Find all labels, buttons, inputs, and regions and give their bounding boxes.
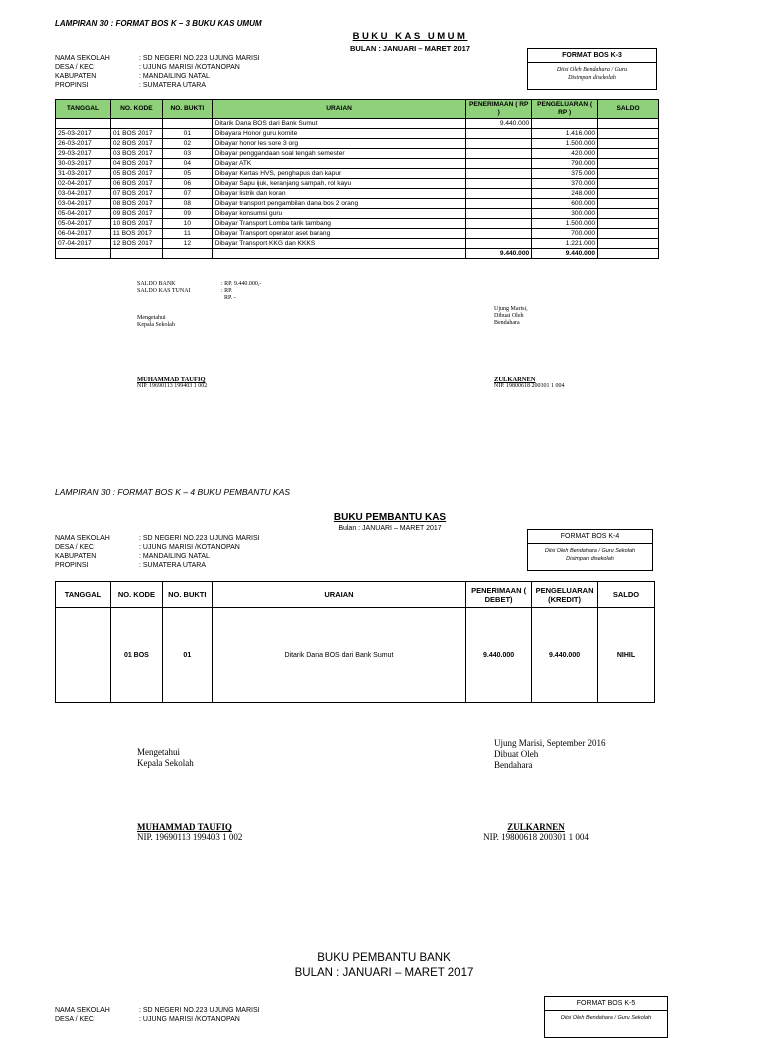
table-cell: 03-04-2017 <box>56 189 111 199</box>
table-cell: 1.500.000 <box>532 219 598 229</box>
table-cell: 30-03-2017 <box>56 159 111 169</box>
table-cell: 09 BOS 2017 <box>110 209 162 219</box>
table-cell <box>466 139 532 149</box>
table-cell: 04 BOS 2017 <box>110 159 162 169</box>
table-header <box>56 100 659 119</box>
table-cell: 12 <box>162 239 212 249</box>
col-saldo: SALDO <box>598 582 655 608</box>
table-cell: 01 BOS 2017 <box>110 129 162 139</box>
table-row <box>56 199 659 209</box>
table-cell: Dibayar Transport operator aset barang <box>212 229 465 239</box>
table-cell <box>598 119 659 129</box>
format-box-k3 <box>527 48 657 90</box>
col-penerimaan: PENERIMAAN ( RP ) <box>466 100 532 119</box>
table-cell <box>598 189 659 199</box>
saldo-block <box>137 281 261 302</box>
table-row <box>56 119 659 129</box>
table-cell: 420.000 <box>532 149 598 159</box>
period-subtitle-k4: Bulan : JANUARI – MARET 2017 <box>338 525 442 532</box>
bendahara-name: ZULKARNEN <box>507 822 565 832</box>
table-cell: Dibayar listrik dan koran <box>212 189 465 199</box>
kepala-signature-k4 <box>137 822 242 842</box>
total-pengeluaran: 9.440.000 <box>532 249 598 259</box>
table-row: 01 BOS 01 Ditarik Dana BOS dari Bank Sumut 9.440.000 9.440.000 NIHIL <box>56 608 655 703</box>
school-info-k5 <box>55 1006 260 1024</box>
table-cell: 06-04-2017 <box>56 229 111 239</box>
table-cell: 1.416.000 <box>532 129 598 139</box>
table-cell: 07 <box>162 189 212 199</box>
kepala-signature-label-k4: Mengetahui Kepala Sekolah <box>137 747 194 768</box>
table-cell: 1.221.000 <box>532 239 598 249</box>
page-title-buku-kas-umum: BUKU KAS UMUM <box>352 31 468 42</box>
table-cell <box>466 239 532 249</box>
table-row <box>56 239 659 249</box>
table-cell: 09 <box>162 209 212 219</box>
format-box-body: Diisi Oleh Bendahara / Guru Sekolah Disimpan disekolah <box>544 548 636 562</box>
col-uraian: URAIAN <box>212 582 465 608</box>
table-cell <box>598 159 659 169</box>
table-cell: Dibayara Honor guru komite <box>212 129 465 139</box>
col-no-kode: NO. KODE <box>110 100 162 119</box>
table-cell <box>466 229 532 239</box>
table-cell <box>598 229 659 239</box>
table-cell <box>598 199 659 209</box>
table-header <box>56 582 655 608</box>
table-cell: 01 <box>162 129 212 139</box>
table-cell <box>466 209 532 219</box>
table-cell: 04 <box>162 159 212 169</box>
table-cell: Dibayar Transport Lomba tarik tambang <box>212 219 465 229</box>
table-cell: Dibayar honor les sore 3 org <box>212 139 465 149</box>
format-box-head: FORMAT BOS K-5 <box>545 997 667 1011</box>
table-cell <box>162 119 212 129</box>
kepala-nip: NIP. 19690113 199403 1 002 <box>137 383 208 389</box>
table-cell <box>598 209 659 219</box>
table-row <box>56 149 659 159</box>
bendahara-signature-k4 <box>466 822 606 842</box>
table-row <box>56 209 659 219</box>
kepala-signature <box>137 376 207 390</box>
bendahara-nip: NIP. 19800618 200301 1 004 <box>494 383 565 389</box>
info-row: DESA / KEC : UJUNG MARISI /KOTANOPAN <box>55 1016 240 1023</box>
table-cell: 08 <box>162 199 212 209</box>
table-cell: 07-04-2017 <box>56 239 111 249</box>
table-cell <box>598 129 659 139</box>
table-cell: Dibayar Sapu ijuk, keranjang sampah, rol kayu <box>212 179 465 189</box>
table-row <box>56 189 659 199</box>
table-cell <box>598 169 659 179</box>
period-subtitle: BULAN : JANUARI – MARET 2017 <box>349 44 471 53</box>
bendahara-signature-label: Ujung Marisi, Dibuat Oleh Bendahara <box>494 306 528 326</box>
kepala-nip: NIP. 19690113 199403 1 002 <box>137 832 243 842</box>
table-cell: 26-03-2017 <box>56 139 111 149</box>
table-cell <box>466 149 532 159</box>
format-box-body: Diisi Oleh Bendahara / Guru Disimpan disekolah <box>556 67 628 81</box>
bendahara-signature-label-k4: Ujung Marisi, September 2016 Dibuat Oleh Bendahara <box>494 738 606 770</box>
info-row: PROPINSI : SUMATERA UTARA <box>55 82 207 89</box>
table-cell <box>466 129 532 139</box>
saldo-extra: RP. - <box>224 295 236 301</box>
table-cell: 25-03-2017 <box>56 129 111 139</box>
bendahara-signature <box>494 376 565 390</box>
table-cell <box>598 239 659 249</box>
table-cell: 05 BOS 2017 <box>110 169 162 179</box>
table-cell: 10 BOS 2017 <box>110 219 162 229</box>
table-row <box>56 159 659 169</box>
table-cell: 03 <box>162 149 212 159</box>
table-cell: 29-03-2017 <box>56 149 111 159</box>
table-cell: 12 BOS 2017 <box>110 239 162 249</box>
table-cell: 06 <box>162 179 212 189</box>
format-box-head: FORMAT BOS K-4 <box>528 530 652 544</box>
saldo-bank-label: SALDO BANK <box>137 281 176 287</box>
table-cell <box>466 169 532 179</box>
table-cell: 300.000 <box>532 209 598 219</box>
table-cell: 790.000 <box>532 159 598 169</box>
table-row <box>56 139 659 149</box>
col-uraian: URAIAN <box>212 100 465 119</box>
table-cell: 1.500.000 <box>532 139 598 149</box>
table-cell <box>598 219 659 229</box>
table-cell: Dibayar transport pengambilan dana bos 2 orang <box>212 199 465 209</box>
lampiran-k4: LAMPIRAN 30 : FORMAT BOS K – 4 BUKU PEMBANTU KAS <box>55 487 291 497</box>
info-row: KABUPATEN : MANDAILING NATAL <box>55 553 210 560</box>
table-cell: 248.000 <box>532 189 598 199</box>
col-no-kode: NO. KODE <box>110 582 162 608</box>
table-cell: 07 BOS 2017 <box>110 189 162 199</box>
table-cell <box>466 199 532 209</box>
table-cell: 06 BOS 2017 <box>110 179 162 189</box>
format-box-body: Diisi Oleh Bendahara / Guru Sekolah <box>560 1015 652 1021</box>
table-cell: 600.000 <box>532 199 598 209</box>
col-tanggal: TANGGAL <box>56 100 111 119</box>
school-info-k4 <box>55 534 260 570</box>
table-row <box>56 129 659 139</box>
table-cell: 02 <box>162 139 212 149</box>
pembantu-kas-table <box>55 581 655 703</box>
col-penerimaan: PENERIMAAN ( DEBET) <box>466 582 532 608</box>
table-cell: Dibayar penggandaan soal tengah semester <box>212 149 465 159</box>
table-cell: 08 BOS 2017 <box>110 199 162 209</box>
lampiran-k3: LAMPIRAN 30 : FORMAT BOS K – 3 BUKU KAS UMUM <box>55 19 262 28</box>
info-row: NAMA SEKOLAH : SD NEGERI NO.223 UJUNG MARISI <box>55 55 260 62</box>
table-cell: 375.000 <box>532 169 598 179</box>
table-cell: 03-04-2017 <box>56 199 111 209</box>
table-cell <box>56 119 111 129</box>
total-row <box>56 249 659 259</box>
table-cell: Dibayar konsumsi guru <box>212 209 465 219</box>
kepala-name: MUHAMMAD TAUFIQ <box>137 376 206 383</box>
table-cell: 9.440.000 <box>466 119 532 129</box>
kepala-signature-label: Mengetahui Kepala Sekolah <box>137 315 175 328</box>
info-row: NAMA SEKOLAH : SD NEGERI NO.223 UJUNG MARISI <box>55 535 260 542</box>
col-pengeluaran: PENGELUARAN (KREDIT) <box>532 582 598 608</box>
info-row: DESA / KEC : UJUNG MARISI /KOTANOPAN <box>55 544 240 551</box>
saldo-tunai-label: SALDO KAS TUNAI <box>137 288 191 294</box>
table-cell: 370.000 <box>532 179 598 189</box>
table-cell: 11 <box>162 229 212 239</box>
col-saldo: SALDO <box>598 100 659 119</box>
table-cell: 05-04-2017 <box>56 219 111 229</box>
table-cell: Dibayar Kertas HVS, penghapus dan kapur <box>212 169 465 179</box>
info-row: DESA / KEC : UJUNG MARISI /KOTANOPAN <box>55 64 240 71</box>
format-box-head: FORMAT BOS K-3 <box>528 49 656 63</box>
table-cell: 02 BOS 2017 <box>110 139 162 149</box>
col-tanggal: TANGGAL <box>56 582 111 608</box>
table-cell: 03 BOS 2017 <box>110 149 162 159</box>
col-no-bukti: NO. BUKTI <box>162 582 212 608</box>
table-cell <box>598 149 659 159</box>
table-cell <box>466 179 532 189</box>
table-cell <box>598 139 659 149</box>
table-cell: 05 <box>162 169 212 179</box>
table-cell: 31-03-2017 <box>56 169 111 179</box>
page-title-buku-pembantu-kas: BUKU PEMBANTU KAS <box>333 512 447 523</box>
kepala-name: MUHAMMAD TAUFIQ <box>137 822 232 832</box>
table-cell <box>110 119 162 129</box>
saldo-tunai-value: : RP. <box>221 288 233 294</box>
format-box-k4 <box>527 529 653 571</box>
saldo-bank-value: : RP. 9.440.000,- <box>221 281 262 287</box>
table-cell <box>532 119 598 129</box>
info-row: KABUPATEN : MANDAILING NATAL <box>55 73 210 80</box>
table-cell <box>466 219 532 229</box>
table-row <box>56 229 659 239</box>
table-cell: Dibayar ATK <box>212 159 465 169</box>
format-box-k5 <box>544 996 668 1038</box>
school-info <box>55 54 260 90</box>
total-penerimaan: 9.440.000 <box>466 249 532 259</box>
table-cell: Ditarik Dana BOS dari Bank Sumut <box>212 119 465 129</box>
bendahara-nip: NIP. 19800618 200301 1 004 <box>483 832 589 842</box>
info-row: NAMA SEKOLAH : SD NEGERI NO.223 UJUNG MARISI <box>55 1007 260 1014</box>
table-cell: 700.000 <box>532 229 598 239</box>
table-cell: 05-04-2017 <box>56 209 111 219</box>
table-row <box>56 179 659 189</box>
bendahara-name: ZULKARNEN <box>494 376 536 383</box>
table-cell: 02-04-2017 <box>56 179 111 189</box>
table-cell: 11 BOS 2017 <box>110 229 162 239</box>
table-row <box>56 219 659 229</box>
page-title-buku-pembantu-bank: BUKU PEMBANTU BANK BULAN : JANUARI – MARET 2017 <box>294 952 474 979</box>
kas-umum-table <box>55 99 659 259</box>
table-cell <box>598 179 659 189</box>
col-no-bukti: NO. BUKTI <box>162 100 212 119</box>
info-row: PROPINSI : SUMATERA UTARA <box>55 562 207 569</box>
table-cell <box>466 189 532 199</box>
col-pengeluaran: PENGELUARAN ( RP ) <box>532 100 598 119</box>
table-cell <box>466 159 532 169</box>
table-cell: Dibayar Transport KKG dan KKKS <box>212 239 465 249</box>
table-row <box>56 169 659 179</box>
table-cell: 10 <box>162 219 212 229</box>
